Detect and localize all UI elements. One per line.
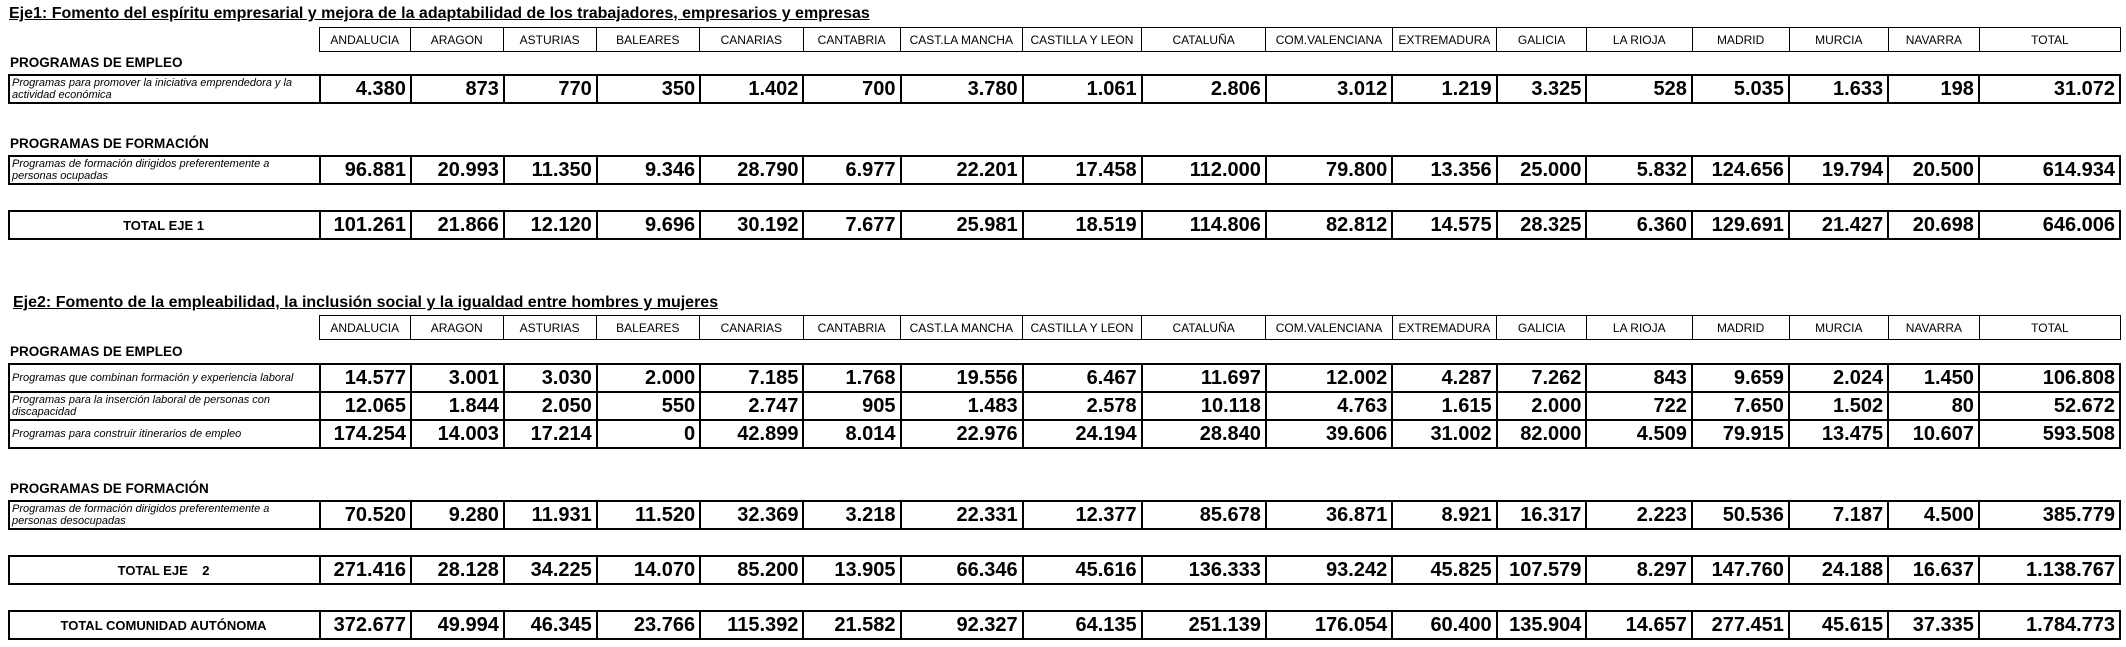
value-cell: 11.350 [504, 156, 597, 184]
column-header: ARAGON [410, 28, 503, 52]
total-value-cell: 23.766 [597, 611, 700, 639]
value-cell: 1.061 [1023, 75, 1142, 103]
value-cell: 85.678 [1142, 501, 1266, 529]
value-cell: 19.794 [1789, 156, 1888, 184]
header-blank-cell [8, 316, 319, 340]
column-header: COM.VALENCIANA [1266, 316, 1392, 340]
eje1-total-table [8, 210, 2121, 240]
column-header: CANARIAS [700, 28, 803, 52]
total-value-cell: 129.691 [1692, 211, 1789, 239]
total-value-cell: 64.135 [1023, 611, 1142, 639]
value-cell: 22.331 [901, 501, 1023, 529]
value-cell: 17.458 [1023, 156, 1142, 184]
value-cell: 8.014 [803, 420, 900, 448]
value-cell: 79.915 [1692, 420, 1789, 448]
total-value-cell: 7.677 [803, 211, 900, 239]
value-cell: 4.763 [1266, 392, 1392, 420]
value-cell: 3.001 [411, 364, 504, 392]
total-value-cell: 13.905 [803, 556, 900, 584]
value-cell: 905 [803, 392, 900, 420]
total-value-cell: 277.451 [1692, 611, 1789, 639]
total-value-cell: 21.427 [1789, 211, 1888, 239]
column-header: CANARIAS [700, 316, 803, 340]
value-cell: 528 [1586, 75, 1691, 103]
eje2-empleo-table [8, 363, 2121, 449]
total-value-cell: 12.120 [504, 211, 597, 239]
value-cell: 198 [1888, 75, 1979, 103]
total-value-cell: 66.346 [901, 556, 1023, 584]
total-value-cell: 1.138.767 [1979, 556, 2120, 584]
total-row [9, 211, 2120, 239]
value-cell: 4.380 [320, 75, 411, 103]
total-value-cell: 93.242 [1266, 556, 1392, 584]
value-cell: 873 [411, 75, 504, 103]
value-cell: 9.346 [597, 156, 700, 184]
value-cell: 1.615 [1392, 392, 1496, 420]
value-cell: 31.072 [1979, 75, 2120, 103]
column-header: BALEARES [596, 316, 699, 340]
column-header: ASTURIAS [503, 316, 596, 340]
value-cell: 2.223 [1586, 501, 1691, 529]
value-cell: 70.520 [320, 501, 411, 529]
value-cell: 25.000 [1497, 156, 1587, 184]
value-cell: 7.262 [1497, 364, 1587, 392]
total-value-cell: 107.579 [1497, 556, 1587, 584]
total-value-cell: 646.006 [1979, 211, 2120, 239]
column-header: COM.VALENCIANA [1266, 28, 1392, 52]
value-cell: 1.483 [901, 392, 1023, 420]
value-cell: 31.002 [1392, 420, 1496, 448]
value-cell: 14.003 [411, 420, 504, 448]
value-cell: 82.000 [1497, 420, 1587, 448]
total-value-cell: 21.866 [411, 211, 504, 239]
total-label: TOTAL EJE 1 [9, 211, 320, 239]
value-cell: 9.659 [1692, 364, 1789, 392]
total-value-cell: 49.994 [411, 611, 504, 639]
column-header: MADRID [1692, 316, 1789, 340]
value-cell: 12.377 [1023, 501, 1142, 529]
total-value-cell: 18.519 [1023, 211, 1142, 239]
value-cell: 1.502 [1789, 392, 1888, 420]
column-header: MADRID [1692, 28, 1789, 52]
total-value-cell: 34.225 [504, 556, 597, 584]
value-cell: 3.325 [1497, 75, 1587, 103]
value-cell: 20.993 [411, 156, 504, 184]
total-value-cell: 60.400 [1392, 611, 1496, 639]
column-header: CATALUÑA [1141, 28, 1265, 52]
value-cell: 6.467 [1023, 364, 1142, 392]
total-row [9, 611, 2120, 639]
value-cell: 22.976 [901, 420, 1023, 448]
value-cell: 722 [1586, 392, 1691, 420]
column-header: TOTAL [1979, 316, 2120, 340]
value-cell: 10.607 [1888, 420, 1979, 448]
value-cell: 96.881 [320, 156, 411, 184]
total-value-cell: 8.297 [1586, 556, 1691, 584]
column-header: CASTILLA Y LEON [1022, 316, 1141, 340]
column-header: NAVARRA [1888, 28, 1979, 52]
column-header: GALICIA [1497, 316, 1587, 340]
value-cell: 1.768 [803, 364, 900, 392]
column-header: CAST.LA MANCHA [900, 28, 1022, 52]
column-header: CATALUÑA [1141, 316, 1265, 340]
value-cell: 2.000 [597, 364, 700, 392]
table-row [9, 392, 2120, 420]
row-label: Programas para construir itinerarios de empleo [9, 420, 320, 448]
value-cell: 14.577 [320, 364, 411, 392]
total-value-cell: 136.333 [1142, 556, 1266, 584]
value-cell: 106.808 [1979, 364, 2120, 392]
value-cell: 3.012 [1266, 75, 1392, 103]
eje2-formacion-table [8, 500, 2121, 530]
total-value-cell: 82.812 [1266, 211, 1392, 239]
total-value-cell: 20.698 [1888, 211, 1979, 239]
value-cell: 7.185 [700, 364, 803, 392]
total-value-cell: 147.760 [1692, 556, 1789, 584]
eje2-title: Eje2: Fomento de la empleabilidad, la inclusión social y la igualdad entre hombres y mujeres [13, 294, 719, 311]
value-cell: 28.840 [1142, 420, 1266, 448]
value-cell: 2.024 [1789, 364, 1888, 392]
column-header: CANTABRIA [803, 28, 900, 52]
column-header: ARAGON [410, 316, 503, 340]
value-cell: 2.050 [504, 392, 597, 420]
value-cell: 112.000 [1142, 156, 1266, 184]
value-cell: 124.656 [1692, 156, 1789, 184]
total-value-cell: 176.054 [1266, 611, 1392, 639]
total-value-cell: 21.582 [803, 611, 900, 639]
value-cell: 17.214 [504, 420, 597, 448]
value-cell: 3.780 [901, 75, 1023, 103]
value-cell: 52.672 [1979, 392, 2120, 420]
column-header: EXTREMADURA [1392, 28, 1496, 52]
row-label: Programas para la inserción laboral de personas con discapacidad [9, 392, 320, 420]
total-value-cell: 135.904 [1497, 611, 1587, 639]
total-value-cell: 45.616 [1023, 556, 1142, 584]
value-cell: 3.030 [504, 364, 597, 392]
table-row [9, 156, 2120, 184]
value-cell: 350 [597, 75, 700, 103]
value-cell: 11.931 [504, 501, 597, 529]
value-cell: 843 [1586, 364, 1691, 392]
column-header: CAST.LA MANCHA [900, 316, 1022, 340]
value-cell: 28.790 [700, 156, 803, 184]
total-value-cell: 45.615 [1789, 611, 1888, 639]
column-header: ANDALUCIA [319, 28, 410, 52]
value-cell: 22.201 [901, 156, 1023, 184]
total-value-cell: 372.677 [320, 611, 411, 639]
total-value-cell: 115.392 [700, 611, 803, 639]
value-cell: 5.035 [1692, 75, 1789, 103]
value-cell: 12.002 [1266, 364, 1392, 392]
value-cell: 2.806 [1142, 75, 1266, 103]
eje1-header-table [8, 27, 2121, 52]
value-cell: 174.254 [320, 420, 411, 448]
value-cell: 770 [504, 75, 597, 103]
value-cell: 11.520 [597, 501, 700, 529]
value-cell: 550 [597, 392, 700, 420]
eje2-total-table [8, 555, 2121, 585]
total-value-cell: 16.637 [1888, 556, 1979, 584]
column-header: BALEARES [596, 28, 699, 52]
value-cell: 1.844 [411, 392, 504, 420]
total-value-cell: 101.261 [320, 211, 411, 239]
total-value-cell: 85.200 [700, 556, 803, 584]
value-cell: 385.779 [1979, 501, 2120, 529]
total-value-cell: 14.657 [1586, 611, 1691, 639]
value-cell: 1.450 [1888, 364, 1979, 392]
total-value-cell: 14.575 [1392, 211, 1496, 239]
value-cell: 19.556 [901, 364, 1023, 392]
table-row [9, 420, 2120, 448]
total-value-cell: 25.981 [901, 211, 1023, 239]
total-label: TOTAL COMUNIDAD AUTÓNOMA [9, 611, 320, 639]
table-row [9, 501, 2120, 529]
total-value-cell: 92.327 [901, 611, 1023, 639]
total-value-cell: 9.696 [597, 211, 700, 239]
value-cell: 8.921 [1392, 501, 1496, 529]
column-header: MURCIA [1789, 28, 1888, 52]
eje1-empleo-heading: PROGRAMAS DE EMPLEO [10, 55, 183, 70]
value-cell: 1.402 [700, 75, 803, 103]
value-cell: 3.218 [803, 501, 900, 529]
total-label: TOTAL EJE 2 [9, 556, 320, 584]
total-value-cell: 114.806 [1142, 211, 1266, 239]
value-cell: 2.000 [1497, 392, 1587, 420]
total-value-cell: 28.325 [1497, 211, 1587, 239]
column-header: MURCIA [1789, 316, 1888, 340]
total-value-cell: 46.345 [504, 611, 597, 639]
total-value-cell: 251.139 [1142, 611, 1266, 639]
total-value-cell: 24.188 [1789, 556, 1888, 584]
row-label: Programas que combinan formación y experiencia laboral [9, 364, 320, 392]
value-cell: 13.356 [1392, 156, 1496, 184]
value-cell: 79.800 [1266, 156, 1392, 184]
value-cell: 2.578 [1023, 392, 1142, 420]
table-row [9, 364, 2120, 392]
eje1-formacion-table [8, 155, 2121, 185]
row-label: Programas para promover la iniciativa emprendedora y la actividad económica [9, 75, 320, 103]
total-value-cell: 30.192 [700, 211, 803, 239]
column-header: LA RIOJA [1587, 316, 1693, 340]
value-cell: 4.500 [1888, 501, 1979, 529]
total-value-cell: 37.335 [1888, 611, 1979, 639]
value-cell: 0 [597, 420, 700, 448]
value-cell: 13.475 [1789, 420, 1888, 448]
total-value-cell: 28.128 [411, 556, 504, 584]
value-cell: 1.219 [1392, 75, 1496, 103]
column-header: NAVARRA [1888, 316, 1979, 340]
column-header: TOTAL [1979, 28, 2120, 52]
value-cell: 7.650 [1692, 392, 1789, 420]
value-cell: 12.065 [320, 392, 411, 420]
column-header: LA RIOJA [1587, 28, 1693, 52]
value-cell: 11.697 [1142, 364, 1266, 392]
eje1-empleo-table [8, 74, 2121, 104]
eje2-header-table [8, 315, 2121, 340]
value-cell: 4.287 [1392, 364, 1496, 392]
total-value-cell: 45.825 [1392, 556, 1496, 584]
eje2-formacion-heading: PROGRAMAS DE FORMACIÓN [10, 481, 209, 496]
value-cell: 6.977 [803, 156, 900, 184]
eje1-formacion-heading: PROGRAMAS DE FORMACIÓN [10, 136, 209, 151]
value-cell: 4.509 [1586, 420, 1691, 448]
header-blank-cell [8, 28, 319, 52]
column-header: CASTILLA Y LEON [1022, 28, 1141, 52]
value-cell: 16.317 [1497, 501, 1587, 529]
row-label: Programas de formación dirigidos preferentemente a personas ocupadas [9, 156, 320, 184]
column-header: GALICIA [1497, 28, 1587, 52]
row-label: Programas de formación dirigidos preferentemente a personas desocupadas [9, 501, 320, 529]
value-cell: 20.500 [1888, 156, 1979, 184]
total-row [9, 556, 2120, 584]
value-cell: 36.871 [1266, 501, 1392, 529]
value-cell: 10.118 [1142, 392, 1266, 420]
column-header: CANTABRIA [803, 316, 900, 340]
table-row [9, 75, 2120, 103]
total-value-cell: 1.784.773 [1979, 611, 2120, 639]
value-cell: 614.934 [1979, 156, 2120, 184]
value-cell: 24.194 [1023, 420, 1142, 448]
grand-total-table [8, 610, 2121, 640]
eje1-title: Eje1: Fomento del espíritu empresarial y mejora de la adaptabilidad de los trabajadores, empresarios y empresas [9, 5, 870, 22]
eje2-empleo-heading: PROGRAMAS DE EMPLEO [10, 344, 183, 359]
value-cell: 1.633 [1789, 75, 1888, 103]
value-cell: 32.369 [700, 501, 803, 529]
total-value-cell: 14.070 [597, 556, 700, 584]
value-cell: 5.832 [1586, 156, 1691, 184]
value-cell: 7.187 [1789, 501, 1888, 529]
column-header: EXTREMADURA [1392, 316, 1496, 340]
total-value-cell: 271.416 [320, 556, 411, 584]
value-cell: 593.508 [1979, 420, 2120, 448]
value-cell: 42.899 [700, 420, 803, 448]
column-header: ASTURIAS [503, 28, 596, 52]
column-header: ANDALUCIA [319, 316, 410, 340]
value-cell: 9.280 [411, 501, 504, 529]
value-cell: 39.606 [1266, 420, 1392, 448]
value-cell: 80 [1888, 392, 1979, 420]
value-cell: 700 [803, 75, 900, 103]
value-cell: 2.747 [700, 392, 803, 420]
total-value-cell: 6.360 [1586, 211, 1691, 239]
value-cell: 50.536 [1692, 501, 1789, 529]
